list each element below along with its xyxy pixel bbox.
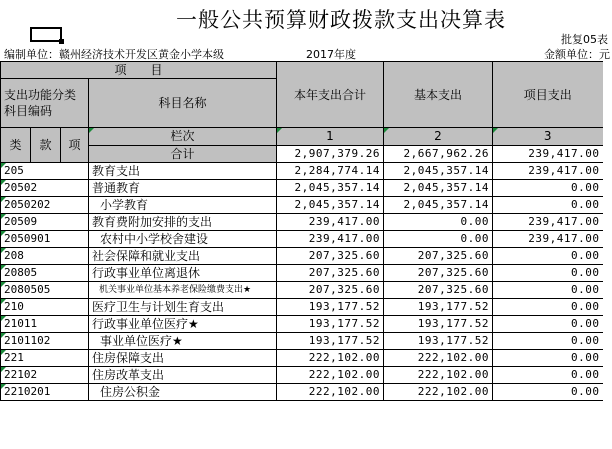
table-row — [1, 333, 603, 350]
table-row — [1, 214, 603, 231]
row-code[interactable]: 210 — [1, 299, 89, 316]
row-basic[interactable]: 2,045,357.14 — [384, 163, 493, 180]
row-code[interactable]: 221 — [1, 350, 89, 367]
row-project[interactable]: 239,417.00 — [493, 231, 603, 248]
row-total[interactable]: 207,325.60 — [277, 282, 384, 299]
row-basic[interactable]: 2,045,357.14 — [384, 197, 493, 214]
row-code[interactable]: 20502 — [1, 180, 89, 197]
row-name[interactable]: 行政事业单位离退休 — [89, 265, 277, 282]
row-total[interactable]: 193,177.52 — [277, 333, 384, 350]
row-code[interactable]: 2101102 — [1, 333, 89, 350]
row-total[interactable]: 2,045,357.14 — [277, 180, 384, 197]
row-code[interactable]: 20805 — [1, 265, 89, 282]
row-basic[interactable]: 0.00 — [384, 231, 493, 248]
row-project[interactable]: 239,417.00 — [493, 163, 603, 180]
header-xiang[interactable]: 项 — [61, 128, 89, 163]
row-total[interactable]: 193,177.52 — [277, 316, 384, 333]
row-name[interactable]: 社会保障和就业支出 — [89, 248, 277, 265]
row-project[interactable]: 0.00 — [493, 333, 603, 350]
row-code[interactable]: 22102 — [1, 367, 89, 384]
table-row — [1, 197, 603, 214]
year-label: 2017年度 — [306, 48, 356, 61]
row-project[interactable]: 239,417.00 — [493, 214, 603, 231]
row-total[interactable]: 207,325.60 — [277, 265, 384, 282]
title-text: 一般公共预算财政拨款支出决算表 — [176, 8, 506, 32]
header-project[interactable]: 项 目 — [1, 62, 277, 79]
table-row — [1, 384, 603, 401]
meta-row — [0, 46, 612, 60]
row-project[interactable]: 0.00 — [493, 265, 603, 282]
row-project[interactable]: 0.00 — [493, 367, 603, 384]
row-basic[interactable]: 2,045,357.14 — [384, 180, 493, 197]
row-code[interactable]: 2050202 — [1, 197, 89, 214]
row-basic[interactable]: 193,177.52 — [384, 299, 493, 316]
row-name[interactable]: 教育费附加安排的支出 — [89, 214, 277, 231]
header-n1[interactable]: 1 — [277, 128, 384, 146]
header-lanci[interactable]: 栏次 — [89, 128, 277, 146]
row-basic[interactable]: 207,325.60 — [384, 282, 493, 299]
row-total[interactable]: 222,102.00 — [277, 350, 384, 367]
row-project[interactable]: 0.00 — [493, 180, 603, 197]
row-code[interactable]: 21011 — [1, 316, 89, 333]
table-row — [1, 231, 603, 248]
row-code[interactable]: 205 — [1, 163, 89, 180]
row-total[interactable]: 2,045,357.14 — [277, 197, 384, 214]
row-total[interactable]: 222,102.00 — [277, 384, 384, 401]
row-project[interactable]: 0.00 — [493, 299, 603, 316]
selected-cell[interactable] — [30, 27, 62, 42]
total-basic[interactable]: 2,667,962.26 — [384, 145, 493, 163]
row-name[interactable]: 教育支出 — [89, 163, 277, 180]
row-basic[interactable]: 222,102.00 — [384, 367, 493, 384]
header-n2[interactable]: 2 — [384, 128, 493, 146]
total-sum[interactable]: 2,907,379.26 — [277, 145, 384, 163]
table-row — [1, 180, 603, 197]
row-name[interactable]: 农村中小学校舍建设 — [89, 231, 277, 248]
row-total[interactable]: 207,325.60 — [277, 248, 384, 265]
table-row — [1, 248, 603, 265]
total-label[interactable]: 合计 — [89, 145, 277, 163]
budget-table — [0, 61, 603, 401]
table-row — [1, 299, 603, 316]
row-basic[interactable]: 193,177.52 — [384, 333, 493, 350]
row-project[interactable]: 0.00 — [493, 350, 603, 367]
form-tag: 批复05表 — [561, 33, 608, 46]
header-n3[interactable]: 3 — [493, 128, 603, 146]
row-basic[interactable]: 207,325.60 — [384, 265, 493, 282]
row-basic[interactable]: 193,177.52 — [384, 316, 493, 333]
row-name[interactable]: 住房保障支出 — [89, 350, 277, 367]
row-code[interactable]: 2050901 — [1, 231, 89, 248]
row-name[interactable]: 医疗卫生与计划生育支出 — [89, 299, 277, 316]
fill-handle[interactable] — [59, 39, 64, 44]
row-code[interactable]: 2210201 — [1, 384, 89, 401]
header-col-total[interactable]: 本年支出合计 — [277, 62, 384, 128]
row-name[interactable]: 住房公积金 — [89, 384, 277, 401]
header-col-basic[interactable]: 基本支出 — [384, 62, 493, 128]
row-project[interactable]: 0.00 — [493, 384, 603, 401]
row-project[interactable]: 0.00 — [493, 316, 603, 333]
table-row — [1, 350, 603, 367]
row-code[interactable]: 20509 — [1, 214, 89, 231]
row-total[interactable]: 193,177.52 — [277, 299, 384, 316]
page-title — [0, 4, 612, 34]
row-total[interactable]: 2,284,774.14 — [277, 163, 384, 180]
table-row — [1, 367, 603, 384]
table-row — [1, 316, 603, 333]
money-unit: 金额单位：元 — [544, 48, 610, 61]
row-total[interactable]: 222,102.00 — [277, 367, 384, 384]
table-row — [1, 265, 603, 282]
row-name[interactable]: 事业单位医疗★ — [89, 333, 277, 350]
row-code[interactable]: 2080505 — [1, 282, 89, 299]
row-total[interactable]: 239,417.00 — [277, 231, 384, 248]
row-basic[interactable]: 207,325.60 — [384, 248, 493, 265]
row-project[interactable]: 0.00 — [493, 248, 603, 265]
unit-label: 编制单位：赣州经济技术开发区黄金小学本级 — [4, 48, 224, 61]
row-basic[interactable]: 222,102.00 — [384, 350, 493, 367]
row-basic[interactable]: 222,102.00 — [384, 384, 493, 401]
header-subject-name[interactable]: 科目名称 — [89, 79, 277, 128]
row-name[interactable]: 行政事业单位医疗★ — [89, 316, 277, 333]
row-project[interactable]: 0.00 — [493, 282, 603, 299]
header-func-code[interactable]: 支出功能分类科目编码 — [1, 79, 89, 128]
header-kuan[interactable]: 款 — [31, 128, 61, 163]
row-code[interactable]: 208 — [1, 248, 89, 265]
row-name[interactable]: 普通教育 — [89, 180, 277, 197]
row-basic[interactable]: 0.00 — [384, 214, 493, 231]
header-col-project[interactable]: 项目支出 — [493, 62, 603, 128]
row-name[interactable]: 小学教育 — [89, 197, 277, 214]
row-name[interactable]: 机关事业单位基本养老保险缴费支出★ — [89, 282, 277, 299]
row-total[interactable]: 239,417.00 — [277, 214, 384, 231]
table-row — [1, 163, 603, 180]
row-name[interactable]: 住房改革支出 — [89, 367, 277, 384]
total-project[interactable]: 239,417.00 — [493, 145, 603, 163]
table-row — [1, 282, 603, 299]
header-lei[interactable]: 类 — [1, 128, 31, 163]
row-project[interactable]: 0.00 — [493, 197, 603, 214]
